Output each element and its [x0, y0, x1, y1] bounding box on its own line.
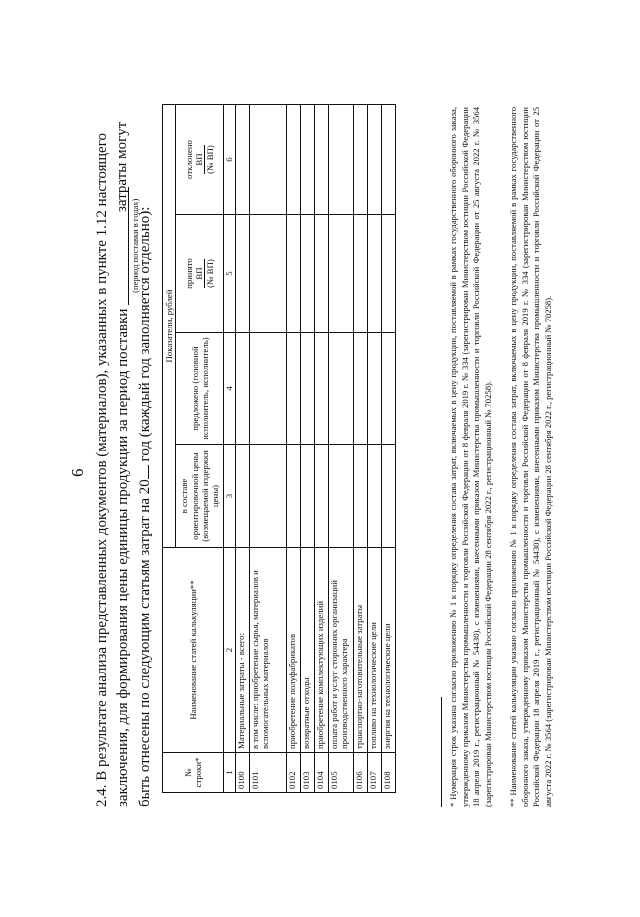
row-name: энергия на технологические цели	[382, 548, 396, 753]
cost-items-table	[162, 104, 396, 793]
cell-rejected	[250, 104, 287, 214]
cell-accepted	[329, 215, 354, 333]
cell-estimated	[250, 445, 287, 548]
cell-accepted	[315, 215, 329, 333]
paragraph-line-3-start: быть отнесены по следующим статьям затрат на 20	[137, 479, 153, 807]
paragraph-line-1: 2.4. В результате анализа представленных документов (материалов), указанных в пункте 1.12 настоящего	[94, 133, 110, 807]
cell-proposed	[250, 333, 287, 445]
cell-rejected	[382, 104, 396, 214]
paragraph-line-3	[136, 207, 154, 807]
table-row	[301, 104, 315, 792]
cell-proposed	[236, 333, 250, 445]
header-accepted-vp: ВП	[194, 259, 205, 288]
header-rejected-label: отклонено	[183, 140, 194, 179]
paragraph-line-3-end: год (каждый год заполняется отдельно):	[137, 206, 153, 462]
cell-estimated	[236, 445, 250, 548]
row-code: 0108	[382, 753, 396, 793]
delivery-period-note: (период поставки в годах)	[130, 198, 140, 293]
header-proposed: предложено (головной исполнитель, исполнитель)	[176, 333, 224, 445]
paragraph-line-2-end: затраты могут	[114, 121, 130, 212]
row-name: в том числе: приобретение сырья, материалов и вспомогательных материалов	[250, 548, 287, 753]
row-name: оплата работ и услуг сторонних организаций производственного характера	[329, 548, 354, 753]
header-accepted-fraction	[194, 259, 215, 288]
cell-proposed	[287, 333, 301, 445]
column-number: 6	[224, 104, 236, 214]
page-number: 6	[68, 468, 87, 477]
cell-proposed	[382, 333, 396, 445]
header-rejected-vp: ВП	[194, 145, 205, 174]
cell-proposed	[368, 333, 382, 445]
row-code: 0103	[301, 753, 315, 793]
cell-rejected	[315, 104, 329, 214]
row-name: транспортно-заготовительные затраты	[354, 548, 368, 753]
row-code: 0102	[287, 753, 301, 793]
cell-rejected	[236, 104, 250, 214]
cell-accepted	[354, 215, 368, 333]
cell-accepted	[236, 215, 250, 333]
cell-accepted	[382, 215, 396, 333]
cell-estimated	[287, 445, 301, 548]
row-name: топливо на технологические цели	[368, 548, 382, 753]
footnote-row-numbering: * Нумерация строк указана согласно приложению № 1 к порядку определения состава затрат, включаемых в цену продукции, поставляемой в рамках государственного оборонного заказа, утвержденному приказом Министерства промышленности и торговли Российской Федерации от 8 февраля 2019 г. № 334 (зарегистрирован Министерством юстиции Российской Федерации 18 апреля 2019 г., регистрационный № 54430), с изменениями, внесенными приказом Министерства промышленности и торговли Российской Федерации от 25 августа 2022 г. № 3564 (зарегистрирован Министерством юстиции Российской Федерации 28 сентября 2022 г., регистрационный № 70258).	[448, 107, 493, 807]
table-row	[354, 104, 368, 792]
cell-rejected	[301, 104, 315, 214]
cell-accepted	[301, 215, 315, 333]
header-accepted-vp-number: (№ ВП)	[205, 259, 216, 288]
table-row	[236, 104, 250, 792]
column-number: 5	[224, 215, 236, 333]
column-number: 3	[224, 445, 236, 548]
paragraph-line-2-start: заключения, для формирования цены единицы продукции за период поставки	[115, 308, 131, 807]
column-number: 1	[224, 753, 236, 793]
cell-proposed	[301, 333, 315, 445]
cell-estimated	[329, 445, 354, 548]
table-row	[329, 104, 354, 792]
header-row-number: № строки*	[163, 753, 224, 793]
header-indicators-rubles: Показатели, рублей	[163, 104, 176, 547]
row-code: 0105	[329, 753, 354, 793]
cell-proposed	[354, 333, 368, 445]
row-code: 0101	[250, 753, 287, 793]
cell-accepted	[287, 215, 301, 333]
row-code: 0107	[368, 753, 382, 793]
cell-estimated	[301, 445, 315, 548]
column-number: 4	[224, 333, 236, 445]
row-name: Материальные затраты - всего:	[236, 548, 250, 753]
paragraph-line-2	[114, 187, 140, 807]
cell-rejected	[287, 104, 301, 214]
footnote-separator	[441, 697, 442, 807]
cell-estimated	[368, 445, 382, 548]
header-accepted-label: принято	[183, 258, 194, 289]
header-rejected	[176, 104, 224, 214]
row-code: 0104	[315, 753, 329, 793]
cell-estimated	[315, 445, 329, 548]
row-name: приобретение комплектующих изделий	[315, 548, 329, 753]
cell-accepted	[250, 215, 287, 333]
table-row	[287, 104, 301, 792]
row-name: приобретение полуфабрикатов	[287, 548, 301, 753]
column-number: 2	[224, 548, 236, 753]
cell-rejected	[354, 104, 368, 214]
column-number-row	[224, 104, 236, 792]
header-accepted	[176, 215, 224, 333]
table-row	[315, 104, 329, 792]
row-code: 0106	[354, 753, 368, 793]
cell-accepted	[368, 215, 382, 333]
table-row	[250, 104, 287, 792]
cell-estimated	[354, 445, 368, 548]
cell-proposed	[329, 333, 354, 445]
cell-estimated	[382, 445, 396, 548]
table-row	[382, 104, 396, 792]
year-blank	[136, 465, 149, 479]
header-rejected-fraction	[194, 145, 215, 174]
row-name: возвратные отходы	[301, 548, 315, 753]
cell-rejected	[329, 104, 354, 214]
footnote-cost-item-names: ** Наименование статей калькуляции указано согласно приложению № 1 к порядку определения состава затрат, включаемых в цену продукции, поставляемой в рамках государственного оборонного заказа, утвержденному приказом Министерства промышленности и торговли Российской Федерации от 8 февраля 2019 г. № 334 (зарегистрирован Министерством юстиции Российской Федерации 18 апреля 2019 г., регистрационный № 54430), с изменениями, внесенными приказом Министерства промышленности и торговли Российской Федерации от 25 августа 2022 г. № 3564 (зарегистрирован Министерством юстиции Российской Федерации 28 сентября 2022 г., регистрационный № 70258).	[508, 107, 553, 807]
header-in-estimated-price: в составе ориентировочной цены (возмещаемой издержки цены)	[176, 445, 224, 548]
header-cost-item-name: Наименование статей калькуляции**	[163, 548, 224, 753]
row-code: 0100	[236, 753, 250, 793]
table-row	[368, 104, 382, 792]
cell-proposed	[315, 333, 329, 445]
cell-rejected	[368, 104, 382, 214]
header-rejected-vp-number: (№ ВП)	[205, 145, 216, 174]
